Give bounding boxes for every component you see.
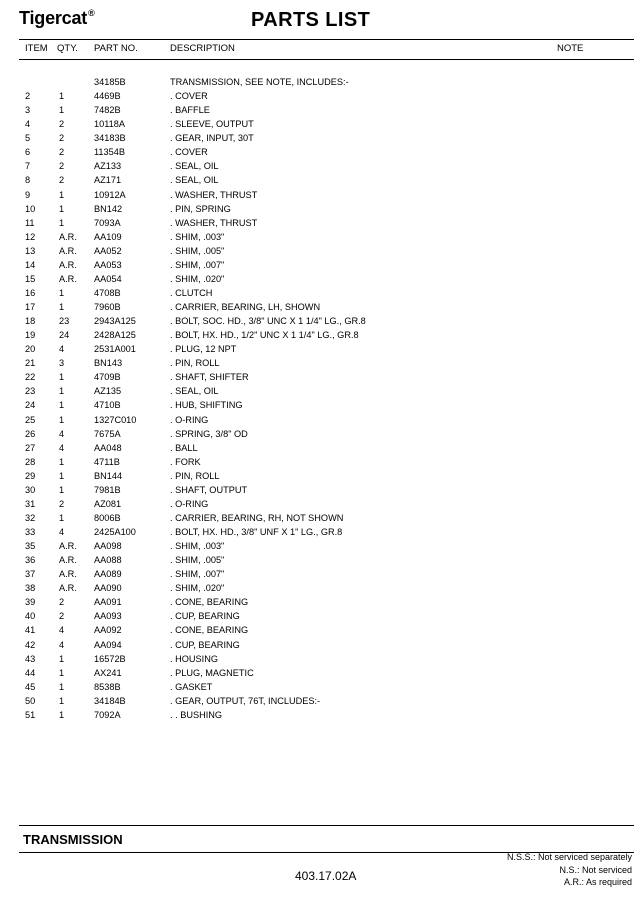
part-number: AX241 [94,667,122,678]
item-number: 2 [25,91,31,102]
item-number: 20 [25,344,36,355]
item-number: 50 [25,695,36,706]
table-row [19,666,634,680]
quantity: 2 [59,161,65,172]
legend-ns: N.S.: Not serviced [559,864,632,875]
quantity: 3 [59,358,65,369]
quantity: 2 [59,498,65,509]
quantity: 1 [59,653,65,664]
part-number: AA089 [94,569,122,580]
legend-nss: N.S.S.: Not serviced separately [506,852,632,862]
table-row [19,413,634,427]
part-number: 2425A100 [94,527,136,537]
description: . COVER [170,147,208,158]
quantity: 23 [59,316,70,327]
quantity: A.R. [59,231,77,242]
table-row [19,286,634,300]
table-row [19,258,634,272]
table-row [19,638,634,652]
table-row [19,469,634,483]
quantity: 4 [59,428,65,439]
table-row [19,216,634,230]
part-number: 34183B [94,133,126,144]
table-row [19,595,634,609]
description: . CARRIER, BEARING, RH, NOT SHOWN [170,512,344,523]
item-number: 32 [25,512,36,523]
part-number: 8006B [94,512,121,523]
registered-mark: ® [88,8,95,18]
table-row [19,539,634,553]
description: . SHIM, .005" [170,555,225,566]
description: . SHIM, .003" [170,541,225,552]
part-number: 34185B [94,77,126,87]
quantity: 24 [59,330,70,341]
item-number: 9 [25,189,31,200]
table-row [19,356,634,370]
item-number: 24 [25,400,36,411]
item-number: 26 [25,428,36,439]
description: . GEAR, INPUT, 30T [170,133,254,144]
item-number: 51 [25,709,36,720]
section-title: TRANSMISSION [23,832,123,847]
quantity: 4 [59,344,65,355]
description: . WASHER, THRUST [170,189,258,200]
part-number: 10912A [94,189,126,200]
item-number: 44 [25,667,36,678]
item-number: 3 [25,105,31,116]
item-number: 42 [25,639,36,650]
description: . O-RING [170,498,209,509]
description: . CONE, BEARING [170,597,249,608]
description: . PIN, SPRING [170,203,231,214]
part-number: 7482B [94,105,121,116]
description: . GEAR, OUTPUT, 76T, INCLUDES:- [170,695,321,706]
part-number: AZ171 [94,175,122,186]
description: . CONE, BEARING [170,625,249,636]
part-number: AA054 [94,273,122,284]
description: . SHIM, .007" [170,259,225,270]
table-row [19,708,634,722]
item-number: 45 [25,681,36,692]
quantity: 2 [59,175,65,186]
quantity: A.R. [59,245,77,256]
description: TRANSMISSION, SEE NOTE, INCLUDES:- [170,77,349,87]
table-row [19,483,634,497]
part-number: 16572B [94,653,126,664]
table-row [19,441,634,455]
description: . SHIM, .007" [170,569,225,580]
item-number: 13 [25,245,36,256]
table-row [19,328,634,342]
description: . SHIM, .020" [170,583,225,594]
abbreviation-legend [507,851,632,889]
table-row [19,553,634,567]
table-row [19,581,634,595]
item-number: 29 [25,470,36,481]
description: . PLUG, 12 NPT [170,344,237,355]
part-number: 4709B [94,372,121,383]
item-number: 5 [25,133,31,144]
quantity: 1 [59,302,65,312]
part-number: AZ081 [94,498,122,509]
table-row [19,680,634,694]
table-row [19,384,634,398]
quantity: 1 [59,189,65,200]
col-header-qty: QTY. [57,43,78,54]
table-row [19,117,634,131]
col-header-note: NOTE [557,43,584,54]
table-row [19,370,634,384]
item-number: 10 [25,203,36,214]
description: . FORK [170,456,201,467]
description: . SHAFT, SHIFTER [170,372,249,383]
table-row [19,188,634,202]
part-number: AA048 [94,442,122,453]
item-number: 27 [25,442,36,453]
item-number: 30 [25,484,36,495]
quantity: 1 [59,681,65,692]
part-number: AZ133 [94,161,122,172]
quantity: 1 [59,105,65,116]
table-row [19,511,634,525]
description: . CUP, BEARING [170,611,240,622]
description: . BOLT, HX. HD., 1/2" UNC X 1 1/4" LG., GR.8 [170,330,359,341]
description: . HUB, SHIFTING [170,400,243,411]
table-row [19,652,634,666]
quantity: 1 [59,386,65,397]
quantity: A.R. [59,273,77,284]
quantity: A.R. [59,541,77,552]
description: . CUP, BEARING [170,639,240,650]
quantity: 4 [59,639,65,650]
table-row [19,497,634,511]
page-title: PARTS LIST [251,9,371,31]
quantity: A.R. [59,259,77,270]
item-number: 21 [25,358,36,369]
part-number: 8538B [94,681,121,692]
part-number: AA053 [94,259,122,270]
quantity: 1 [59,484,65,495]
part-number: BN142 [94,203,123,214]
part-number: 34184B [94,695,126,706]
part-number: 4469B [94,91,121,102]
table-row [19,75,634,89]
quantity: 1 [59,456,65,467]
description: . O-RING [170,414,209,425]
description: . COVER [170,91,208,102]
item-number: 43 [25,653,36,664]
description: . BOLT, SOC. HD., 3/8" UNC X 1 1/4" LG., GR.8 [170,316,366,327]
item-number: 17 [25,302,36,312]
quantity: A.R. [59,583,77,594]
part-number: AZ135 [94,386,122,397]
item-number: 7 [25,161,31,172]
part-number: 4710B [94,400,121,411]
description: . . BUSHING [170,709,223,720]
description: . SHAFT, OUTPUT [170,484,248,495]
description: . PLUG, MAGNETIC [170,667,254,678]
item-number: 22 [25,372,36,383]
part-number: 2428A125 [94,330,136,341]
table-row [19,694,634,708]
brand-name: Tigercat [19,8,88,28]
quantity: 1 [59,400,65,411]
quantity: 4 [59,527,65,537]
item-number: 6 [25,147,31,158]
quantity: 1 [59,203,65,214]
quantity: 1 [59,709,65,720]
quantity: 1 [59,470,65,481]
item-number: 4 [25,119,31,130]
table-row [19,131,634,145]
item-number: 12 [25,231,36,242]
part-number: 7960B [94,302,121,312]
quantity: 2 [59,147,65,158]
description: . CARRIER, BEARING, LH, SHOWN [170,302,321,312]
table-row [19,525,634,539]
part-number: 4711B [94,456,120,467]
description: . SEAL, OIL [170,175,219,186]
item-number: 28 [25,456,36,467]
item-number: 18 [25,316,36,327]
table-row [19,314,634,328]
section-title-box [19,825,634,853]
description: . GASKET [170,681,213,692]
item-number: 15 [25,273,36,284]
col-header-part-no: PART NO. [94,43,138,54]
quantity: 2 [59,119,65,130]
part-number: 2943A125 [94,316,136,327]
description: . CLUTCH [170,287,213,298]
part-number: 2531A001 [94,344,136,355]
quantity: 1 [59,414,65,425]
col-header-description: DESCRIPTION [170,43,235,54]
part-number: 7675A [94,428,121,439]
table-row [19,427,634,441]
col-header-item: ITEM [25,43,48,54]
table-row [19,609,634,623]
description: . WASHER, THRUST [170,217,258,228]
item-number: 19 [25,330,36,341]
quantity: 1 [59,372,65,383]
part-number: AA090 [94,583,122,594]
item-number: 16 [25,287,36,298]
item-number: 37 [25,569,36,580]
item-number: 31 [25,498,36,509]
item-number: 41 [25,625,36,636]
item-number: 11 [25,217,35,228]
quantity: 1 [59,91,65,102]
item-number: 36 [25,555,36,566]
quantity: A.R. [59,569,77,580]
description: . SHIM, .005" [170,245,225,256]
table-row [19,145,634,159]
part-number: 7981B [94,484,121,495]
description: . SHIM, .003" [170,231,225,242]
item-number: 8 [25,175,31,186]
table-row [19,300,634,314]
item-number: 14 [25,259,36,270]
quantity: 1 [59,695,65,706]
item-number: 39 [25,597,36,608]
table-row [19,623,634,637]
table-row [19,230,634,244]
part-number: AA092 [94,625,122,636]
legend-ar: A.R.: As required [563,877,632,887]
quantity: 2 [59,611,65,622]
part-number: 7092A [94,709,121,720]
part-number: 11354B [94,147,125,158]
table-row [19,567,634,581]
part-number: AA093 [94,611,122,622]
brand-logo [19,8,95,29]
description: . SLEEVE, OUTPUT [170,119,254,130]
table-row [19,202,634,216]
table-row [19,272,634,286]
description: . BOLT, HX. HD., 3/8" UNF X 1" LG., GR.8 [170,527,343,537]
part-number: 7093A [94,217,121,228]
quantity: 4 [59,442,65,453]
description: . PIN, ROLL [170,358,220,369]
quantity: 1 [59,287,65,298]
part-number: 4708B [94,287,121,298]
item-number: 33 [25,527,36,537]
table-row [19,398,634,412]
quantity: 1 [59,667,65,678]
item-number: 25 [25,414,36,425]
part-number: 10118A [94,119,125,130]
quantity: 2 [59,597,65,608]
quantity: A.R. [59,555,77,566]
part-number: AA109 [94,231,122,242]
description: . SHIM, .020" [170,273,225,284]
part-number: AA088 [94,555,122,566]
description: . HOUSING [170,653,218,664]
part-number: 1327C010 [94,414,137,425]
quantity: 1 [59,512,65,523]
document-number: 403.17.02A [295,869,357,883]
table-row [19,89,634,103]
description: . SPRING, 3/8" OD [170,428,248,439]
description: . BALL [170,442,198,453]
part-number: AA091 [94,597,122,608]
description: . SEAL, OIL [170,386,219,397]
part-number: BN144 [94,470,123,481]
item-number: 23 [25,386,36,397]
table-header [19,39,634,60]
quantity: 1 [59,217,65,228]
table-row [19,455,634,469]
quantity: 2 [59,133,65,144]
item-number: 38 [25,583,36,594]
table-row [19,244,634,258]
part-number: BN143 [94,358,123,369]
item-number: 35 [25,541,36,552]
quantity: 4 [59,625,65,636]
description: . SEAL, OIL [170,161,219,172]
part-number: AA094 [94,639,122,650]
description: . PIN, ROLL [170,470,220,481]
item-number: 40 [25,611,36,622]
description: . BAFFLE [170,105,210,116]
parts-table-body [19,75,634,722]
table-row [19,159,634,173]
table-row [19,173,634,187]
part-number: AA052 [94,245,122,256]
table-row [19,103,634,117]
table-row [19,342,634,356]
part-number: AA098 [94,541,122,552]
